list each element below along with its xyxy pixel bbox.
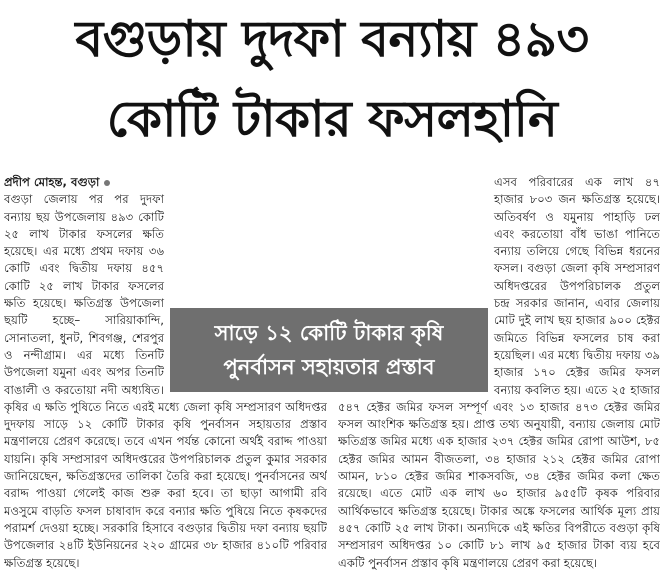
byline: প্রদীপ মোহন্ত, বগুড়া [4,175,100,189]
article-text-left: বগুড়া জেলায় পর পর দুদফা বন্যায় ছয় উপজেলায় ৪৯৩ কোটি ২৫ লাখ টাকার ফসলের ক্ষতি হয়েছে। এর মধ্যে প্রথম দফায় ৩৬ কোটি এবং দ্বিতীয় দফায় ৪৫৭ কোটি ২৫ লাখ টাকার ফসলের ক্ষতি হয়েছে। ক্ষতিগ্রস্ত উপজেলা ছয়টি হচ্ছে– সারিয়াকান্দি, সোনাতলা, ধুনট, শিবগঞ্জ, শেরপুর ও নন্দীগ্রাম। এর মধ্যে তিনটি উপজেলা যমুনা এবং অপর তিনটি বাঙালী ও করতোয়া নদী অধ্যষিত। কৃষির এ ক্ষতি পুষিতে নিতে এরই মধ্যে জেলা কৃষি সম্প্রসারণ অধিদপ্তর দুদফায় সাড়ে ১২ কোটি টাকার কৃষি পুনর্বাসন সহায়তার প্রস্তাব মন্ত্রণালয়ে প্রেরণ করেছে। তবে এখন পর্যন্ত কোনো অর্থই বরাদ্দ পাওয়া যায়নি। কৃষি সম্প্রসারণ অধিদপ্তরের উপপরিচালক প্রতুল কুমার সরকার জানিয়েছেন, ক্ষতিগ্রস্তদের তালিকা তৈরি করা হয়েছে। পুনর্বাসনের অর্থ বরাদ্দ পাওয়া গেলেই কাজ শুরু করা হবে। তা ছাড়া আগামী রবি মওসুমে বাড়তি ফসল চাষাবাদ করে বন্যার ক্ষতি পুষিয়ে নিতে কৃষকদের পরামর্শ দেওয়া হচ্ছে। সরকারি হিসাবে বগুড়ার দ্বিতীয় দফা বন্যায় ছয়টি উপজেলার ২৪টি ইউনিয়নের ২২০ গ্রামের ৩৮ হাজার ৪১০টি পরিবার ক্ষতিগ্রস্ত হয়েছে। [4,192,327,570]
pull-quote [170,308,488,392]
headline-line-1: বগুড়ায় দুদফা বন্যায় ৪৯৩ [75,10,589,68]
byline-dot-icon [104,180,110,186]
article-text-right: এসব পরিবারের এক লাখ ৪৭ হাজার ৮০৩ জন ক্ষতিগ্রস্ত হয়েছে। অতিবর্ষণ ও যমুনায় পাহাড়ি ঢল এবং করতোয়া বাঁধ ভাঙা পানিতে বন্যায় তলিয়ে গেছে বিভিন্ন ধরনের ফসল। বগুড়া জেলা কৃষি সম্প্রসারণ অধিদপ্তরের উপপরিচালক প্রতুল চন্দ্র সরকার জানান, এবার জেলায় মোট দুই লাখ ছয় হাজার ৯০০ হেক্টর জমিতে বিভিন্ন ফসলের চাষ করা হয়েছিল। এর মধ্যে দ্বিতীয় দফায় ৩৯ হাজার ১৭০ হেক্টর জমির ফসল বন্যায় কবলিত হয়। এতে ২৫ হাজার ৫৪৭ হেক্টর জমির ফসল সম্পূর্ণ এবং ১৩ হাজার ৪৭৩ হেক্টর জমির ফসল আংশিক ক্ষতিগ্রস্ত হয়। প্রাপ্ত তথ্য অনুযায়ী, বন্যায় জেলায় মোট ক্ষতিগ্রস্ত জমির মধ্যে এক হাজার ২৩৭ হেক্টর জমির রোপা আউশ, ৮৫ হেক্টর জমির আমন বীজতলা, ৩৪ হাজার ২১২ হেক্টর জমির রোপা আমন, ৮১০ হেক্টর জমির শাকসবজি, ৩৪ হেক্টর জমির কলা ক্ষেত রয়েছে। এতে মোট এক লাখ ৬০ হাজার ৯৫৫টি কৃষক পরিবার আর্থিকভাবে ক্ষতিগ্রস্ত হয়েছে। টাকার অঙ্কে ফসলের আর্থিক মূল্য প্রায় ৪৫৭ কোটি ২৫ লাখ টাকা। অন্যদিকে এই ক্ষতির বিপরীতে বগুড়া কৃষি সম্প্রসারণ অধিদপ্তর ১০ কোটি ৮১ লাখ ৯৫ হাজার টাকা ব্যয় হবে একটি পুনর্বাসন প্রস্তাব কৃষি মন্ত্রণালয়ে প্রেরণ করা হয়েছে। [338,175,660,570]
pull-quote-line-1: সাড়ে ১২ কোটি টাকার কৃষি [214,321,444,345]
pull-quote-line-2: পুনর্বাসন সহায়তার প্রস্তাব [223,355,435,379]
headline-line-2: কোটি টাকার ফসলহানি [106,90,558,148]
